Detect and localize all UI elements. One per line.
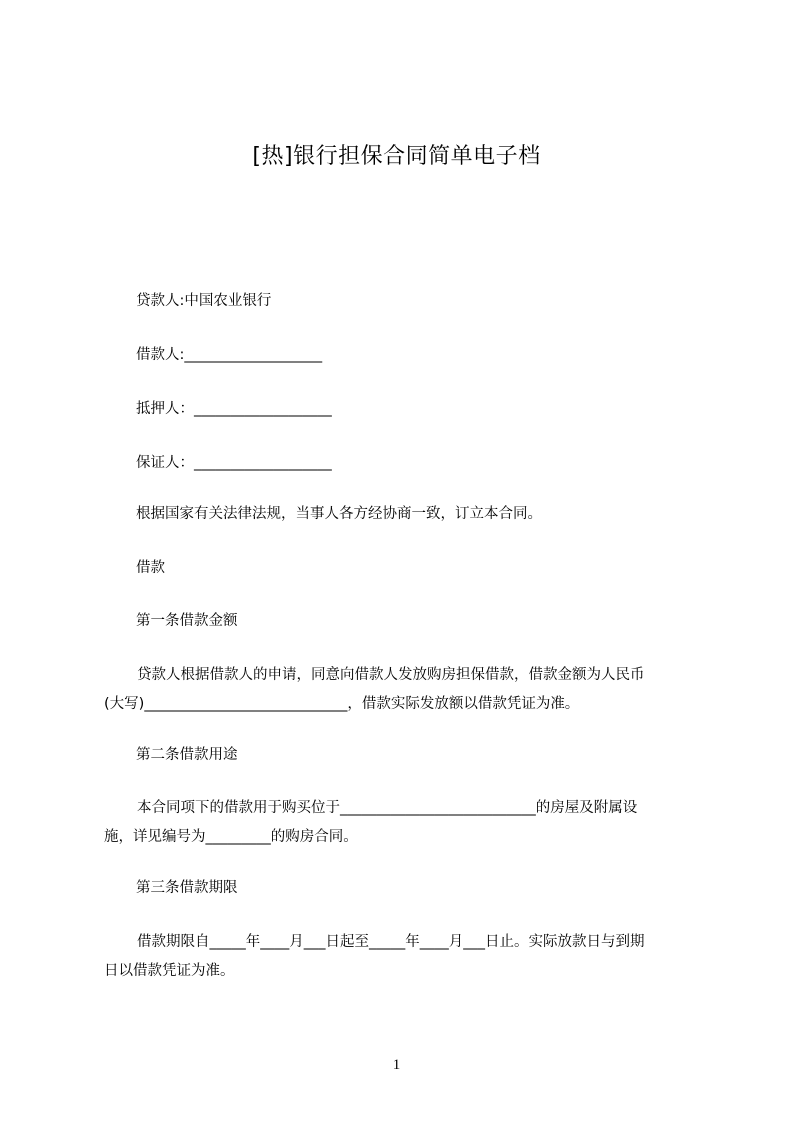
article-1-line-2: (大写)____________________________，借款实际发放额以借款凭证为准。 [104,696,580,712]
section-heading: 借款 [136,560,165,576]
preamble-paragraph: 根据国家有关法律法规，当事人各方经协商一致，订立本合同。 [136,506,542,522]
article-3-line-2: 日以借款凭证为准。 [104,963,235,979]
article-2-line-2: 施，详见编号为_________的购房合同。 [104,829,358,845]
article-1-body [104,665,700,714]
lender-line: 贷款人:中国农业银行 [136,293,272,309]
page-number: 1 [392,1057,401,1073]
article-1-heading: 第一条借款金额 [136,613,238,629]
document-title: [热]银行担保合同简单电子档 [252,144,541,169]
article-3-heading: 第三条借款期限 [136,880,238,896]
article-2-line-1: 本合同项下的借款用于购买位于___________________________的房屋及附属设 [137,800,638,816]
article-1-line-1: 贷款人根据借款人的申请，同意向借款人发放购房担保借款，借款金额为人民币 [137,667,645,683]
article-3-line-1: 借款期限自_____年____月___日起至_____年____月___日止。实际放款日与到期 [137,934,645,950]
mortgagor-line: 抵押人：___________________ [136,401,332,417]
article-2-body [104,798,700,847]
guarantor-line: 保证人：___________________ [136,455,332,471]
borrower-line: 借款人:___________________ [136,347,323,363]
article-2-heading: 第二条借款用途 [136,747,238,763]
article-3-body [104,932,700,981]
